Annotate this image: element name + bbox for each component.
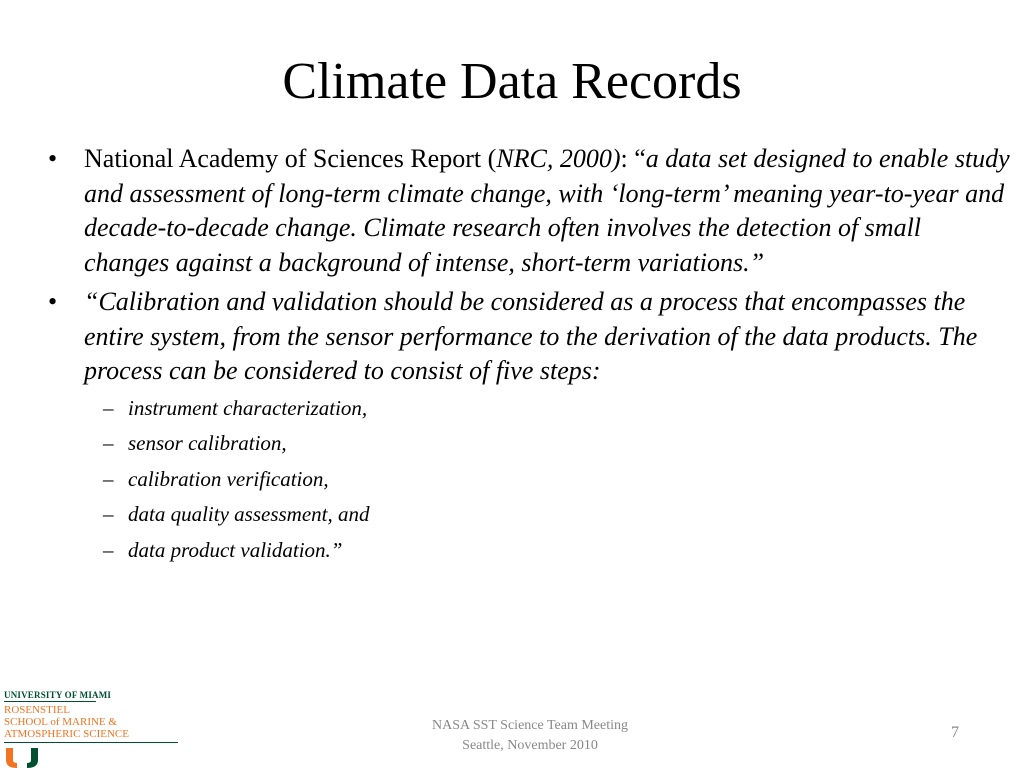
step-label: calibration verification, <box>128 466 329 491</box>
bullet-text: “Calibration and validation should be considered as a process that encompasses the entire system, from the sensor performance to the derivation of the data products. The process can be considered to consist of five steps: <box>84 287 978 385</box>
bullet-citation: NRC, 2000) <box>496 144 621 173</box>
dash-marker: – <box>103 395 114 420</box>
logo-divider <box>4 701 96 702</box>
step-label: sensor calibration, <box>128 431 287 455</box>
logo-school-line: ATMOSPHERIC SCIENCE <box>4 728 129 740</box>
footer-location-date: Seattle, November 2010 <box>462 738 598 753</box>
um-split-u-icon <box>4 746 40 768</box>
step-item <box>48 395 1010 422</box>
dash-marker: – <box>103 537 114 562</box>
dash-marker: – <box>103 466 114 491</box>
logo-bottom-rule <box>4 742 178 743</box>
bullet-calibration-process <box>48 285 1010 389</box>
step-item <box>48 466 1010 493</box>
step-item <box>48 430 1010 457</box>
step-item <box>48 537 1010 564</box>
logo-school-line: SCHOOL of MARINE & <box>4 716 117 728</box>
bullet-quote: a data set designed to enable study and assessment of long-term climate change, with ‘long-term’ meaning year-to-year and decade-to-decade change. Climate research often involves the detection of small changes against a background of intense, short-term variations.” <box>84 144 1010 277</box>
step-label: instrument characterization, <box>128 395 368 420</box>
slide-content <box>48 142 1010 572</box>
step-label: data product validation.” <box>128 537 343 562</box>
footer-event: NASA SST Science Team Meeting <box>431 718 629 733</box>
bullet-prefix: National Academy of Sciences Report ( <box>84 144 497 173</box>
step-label: data quality assessment, and <box>128 502 370 526</box>
bullet-nrc-definition <box>48 142 1010 280</box>
slide-footer <box>380 716 680 756</box>
dash-marker: – <box>103 502 114 526</box>
bullet-quote-open: : “ <box>620 144 646 173</box>
page-number: 7 <box>951 724 959 741</box>
logo-university: UNIVERSITY OF MIAMI <box>4 690 112 700</box>
bullet-dot: • <box>48 287 58 316</box>
steps-list <box>48 395 1010 564</box>
step-item <box>48 501 1010 528</box>
bullet-dot: • <box>48 144 58 173</box>
dash-marker: – <box>103 431 114 455</box>
slide-title: Climate Data Records <box>282 53 742 110</box>
logo-school-line: ROSENSTIEL <box>4 704 70 716</box>
